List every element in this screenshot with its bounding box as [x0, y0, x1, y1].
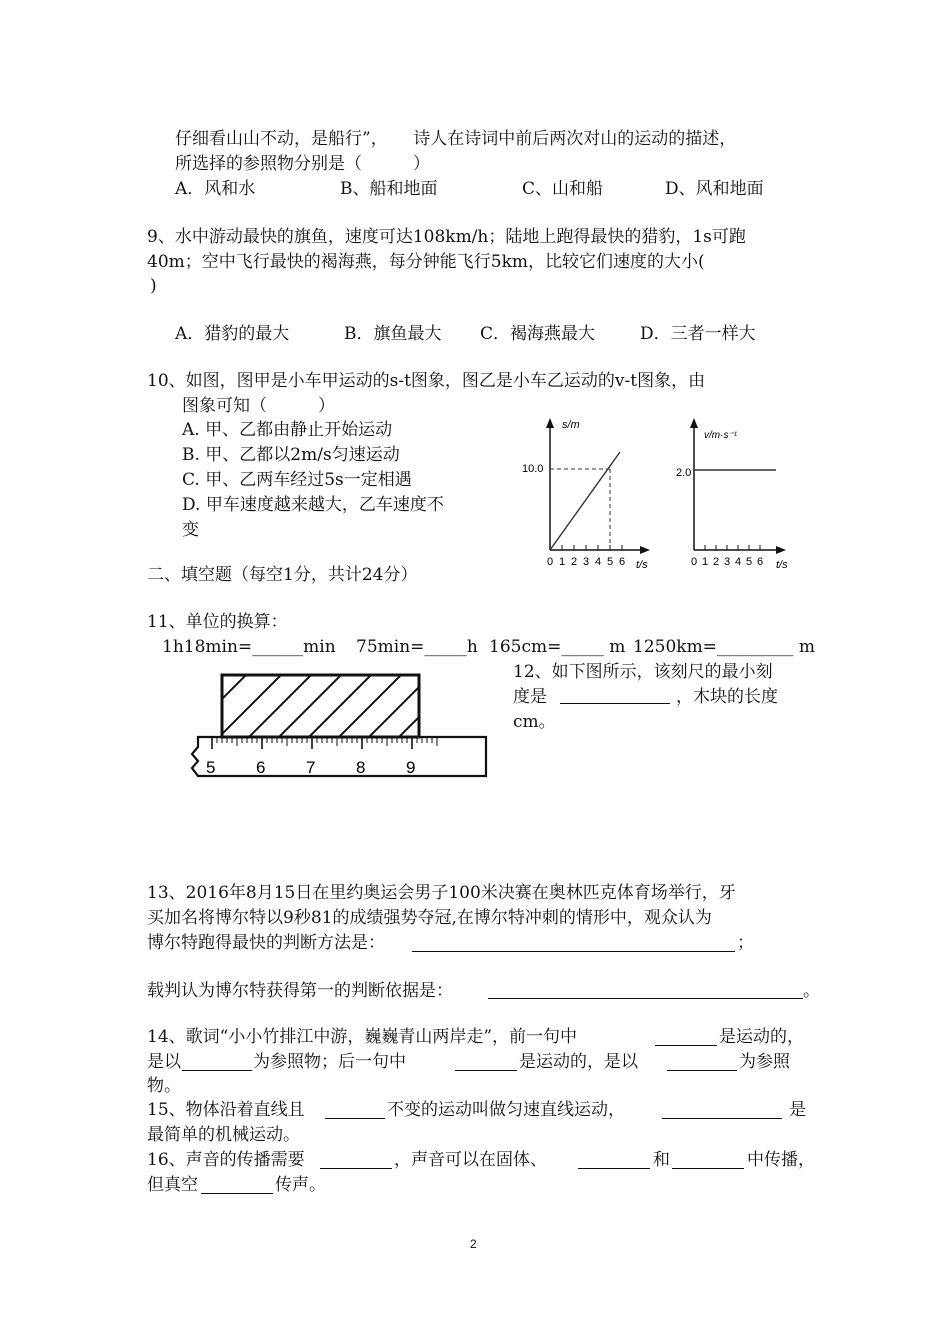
- q12-line3: cm。: [513, 712, 556, 732]
- q12-line1: 12、如下图所示，该刻尺的最小刻: [513, 662, 773, 682]
- q10-line2: 图象可知（ ）: [182, 396, 335, 416]
- q16-blank-4[interactable]: [201, 1193, 273, 1194]
- q15-line1a: 15、物体沿着直线且: [147, 1100, 305, 1120]
- st-x-tick-label-4: 4: [595, 556, 602, 568]
- vt-graph: [672, 412, 802, 572]
- q10-option-a: A. 甲、乙都由静止开始运动: [182, 420, 393, 440]
- ruler-label-8: 8: [356, 758, 366, 777]
- st-x-tick-label-2: 2: [571, 556, 578, 568]
- vt-x-tick-label-0: 0: [691, 556, 698, 568]
- vt-y-label: v/m·s⁻¹: [704, 430, 738, 441]
- q16-blank-1[interactable]: [320, 1168, 392, 1169]
- q15-line1c: 是: [789, 1100, 806, 1120]
- q16-line2b: 传声。: [275, 1175, 326, 1195]
- q11-item-3: 165cm=_____ m: [489, 637, 626, 657]
- vt-x-arrow: [776, 546, 786, 554]
- q13-line2: 买加名将博尔特以9秒81的成绩强势夺冠,在博尔特冲刺的情形中，观众认为: [147, 908, 712, 928]
- q8-option-d: D、风和地面: [665, 179, 764, 199]
- q16-line2a: 但真空: [147, 1175, 198, 1195]
- st-x-tick-label-1: 1: [559, 556, 566, 568]
- q13-line3: 博尔特跑得最快的判断方法是：: [147, 933, 385, 953]
- page-number: 2: [470, 1237, 477, 1251]
- q9-option-a: A．猎豹的最大: [175, 324, 290, 344]
- q16-blank-3[interactable]: [672, 1168, 744, 1169]
- q14-line3: 物。: [147, 1076, 181, 1096]
- q11-item-2: 75min=_____h: [356, 637, 478, 657]
- q8-line1: 仔细看山山不动，是船行”， 诗人在诗词中前后两次对山的运动的描述，: [175, 129, 737, 149]
- q13-line4: 载判认为博尔特获得第一的判断依据是：: [147, 981, 453, 1001]
- q10-option-b: B. 甲、乙都以2m/s匀速运动: [182, 445, 400, 465]
- q9-option-d: D．三者一样大: [640, 324, 756, 344]
- q16-line1a: 16、声音的传播需要: [147, 1150, 305, 1170]
- q14-blank-2[interactable]: [182, 1070, 252, 1071]
- q9-line3: ): [150, 276, 157, 296]
- q16-line1c: 和: [653, 1150, 670, 1170]
- q8-option-c: C、山和船: [522, 179, 604, 199]
- q13-blank-1[interactable]: [412, 951, 735, 952]
- ruler-label-9: 9: [406, 758, 416, 777]
- ruler-figure: [184, 672, 494, 784]
- q14-blank-3[interactable]: [455, 1070, 517, 1071]
- vt-x-tick-label-5: 5: [746, 556, 753, 568]
- q16-blank-2[interactable]: [578, 1168, 650, 1169]
- st-x-tick-label-6: 6: [619, 556, 626, 568]
- st-x-tick-label-5: 5: [607, 556, 614, 568]
- vt-y-arrow: [690, 418, 698, 428]
- vt-x-tick-label-1: 1: [702, 556, 709, 568]
- wood-block-outline: [222, 675, 419, 737]
- vt-x-tick-label-3: 3: [724, 556, 731, 568]
- q9-line1: 9、水中游动最快的旗鱼，速度可达108km/h；陆地上跑得最快的猎豹，1s可跑: [147, 227, 746, 247]
- q11-title: 11、单位的换算：: [147, 612, 288, 632]
- q8-line2: 所选择的参照物分别是（ ）: [175, 154, 430, 174]
- q9-option-c: C．褐海燕最大: [480, 324, 596, 344]
- st-y-tick: 10.0: [522, 463, 544, 475]
- vt-x-tick-label-6: 6: [757, 556, 764, 568]
- ruler-label-5: 5: [206, 758, 216, 777]
- q8-option-a: A．风和水: [175, 179, 256, 199]
- q14-line2b: 为参照物；后一句中: [253, 1052, 406, 1072]
- q14-line2c: 是运动的，是以: [519, 1052, 638, 1072]
- q14-blank-1[interactable]: [655, 1045, 717, 1046]
- q16-line1b: ，声音可以在固体、: [394, 1150, 547, 1170]
- st-x-arrow: [640, 546, 650, 554]
- st-x-label: t/s: [636, 559, 648, 571]
- q12-line2a: 度是: [513, 687, 547, 707]
- q11-item-4: 1250km=_________ m: [633, 637, 815, 657]
- q16-line1d: 中传播，: [747, 1150, 815, 1170]
- vt-x-label: t/s: [776, 559, 788, 571]
- ruler-label-7: 7: [306, 758, 316, 777]
- q13-blank-2[interactable]: [488, 998, 803, 999]
- q15-blank-2[interactable]: [662, 1118, 782, 1119]
- q9-option-b: B．旗鱼最大: [344, 324, 442, 344]
- q13-line3-end: ；: [737, 933, 754, 953]
- q14-line1a: 14、歌词“小小竹排江中游，巍巍青山两岸走”，前一句中: [147, 1027, 578, 1047]
- section2-title: 二、填空题（每空1分，共计24分）: [147, 565, 418, 585]
- st-y-label: s/m: [562, 419, 580, 431]
- vt-y-tick: 2.0: [676, 467, 692, 479]
- vt-x-tick-label-4: 4: [735, 556, 742, 568]
- ruler-body: [192, 737, 486, 776]
- q15-line1b: 不变的运动叫做匀速直线运动，: [387, 1100, 625, 1120]
- q13-line1: 13、2016年8月15日在里约奥运会男子100米决赛在奥林匹克体育场举行，牙: [147, 883, 736, 903]
- q14-line2a: 是以: [147, 1052, 181, 1072]
- q10-option-d: D. 甲车速度越来越大，乙车速度不: [182, 495, 444, 515]
- q9-line2: 40m；空中飞行最快的褐海燕，每分钟能飞行5km，比较它们速度的大小(: [147, 252, 705, 272]
- q8-option-b: B、船和地面: [340, 179, 438, 199]
- q14-line1b: 是运动的，: [719, 1027, 804, 1047]
- q12-blank[interactable]: [560, 703, 670, 704]
- st-x-tick-label-0: 0: [547, 556, 554, 568]
- q10-option-d-continued: 变: [182, 520, 199, 540]
- q14-blank-4[interactable]: [667, 1070, 737, 1071]
- q10-line1: 10、如图，图甲是小车甲运动的s-t图象，图乙是小车乙运动的v-t图象，由: [147, 371, 706, 391]
- st-y-arrow: [546, 418, 554, 428]
- q15-line2: 最简单的机械运动。: [147, 1125, 300, 1145]
- vt-x-tick-label-2: 2: [713, 556, 720, 568]
- q11-item-1: 1h18min=______min: [162, 637, 336, 657]
- st-x-tick-label-3: 3: [583, 556, 590, 568]
- ruler-label-6: 6: [256, 758, 266, 777]
- q10-option-c: C. 甲、乙两车经过5s一定相遇: [182, 470, 412, 490]
- st-graph: [520, 412, 670, 572]
- q13-line4-end: 。: [803, 981, 820, 1001]
- q14-line2d: 为参照: [739, 1052, 790, 1072]
- q15-blank-1[interactable]: [325, 1118, 385, 1119]
- q12-line2b: ，木块的长度: [676, 687, 778, 707]
